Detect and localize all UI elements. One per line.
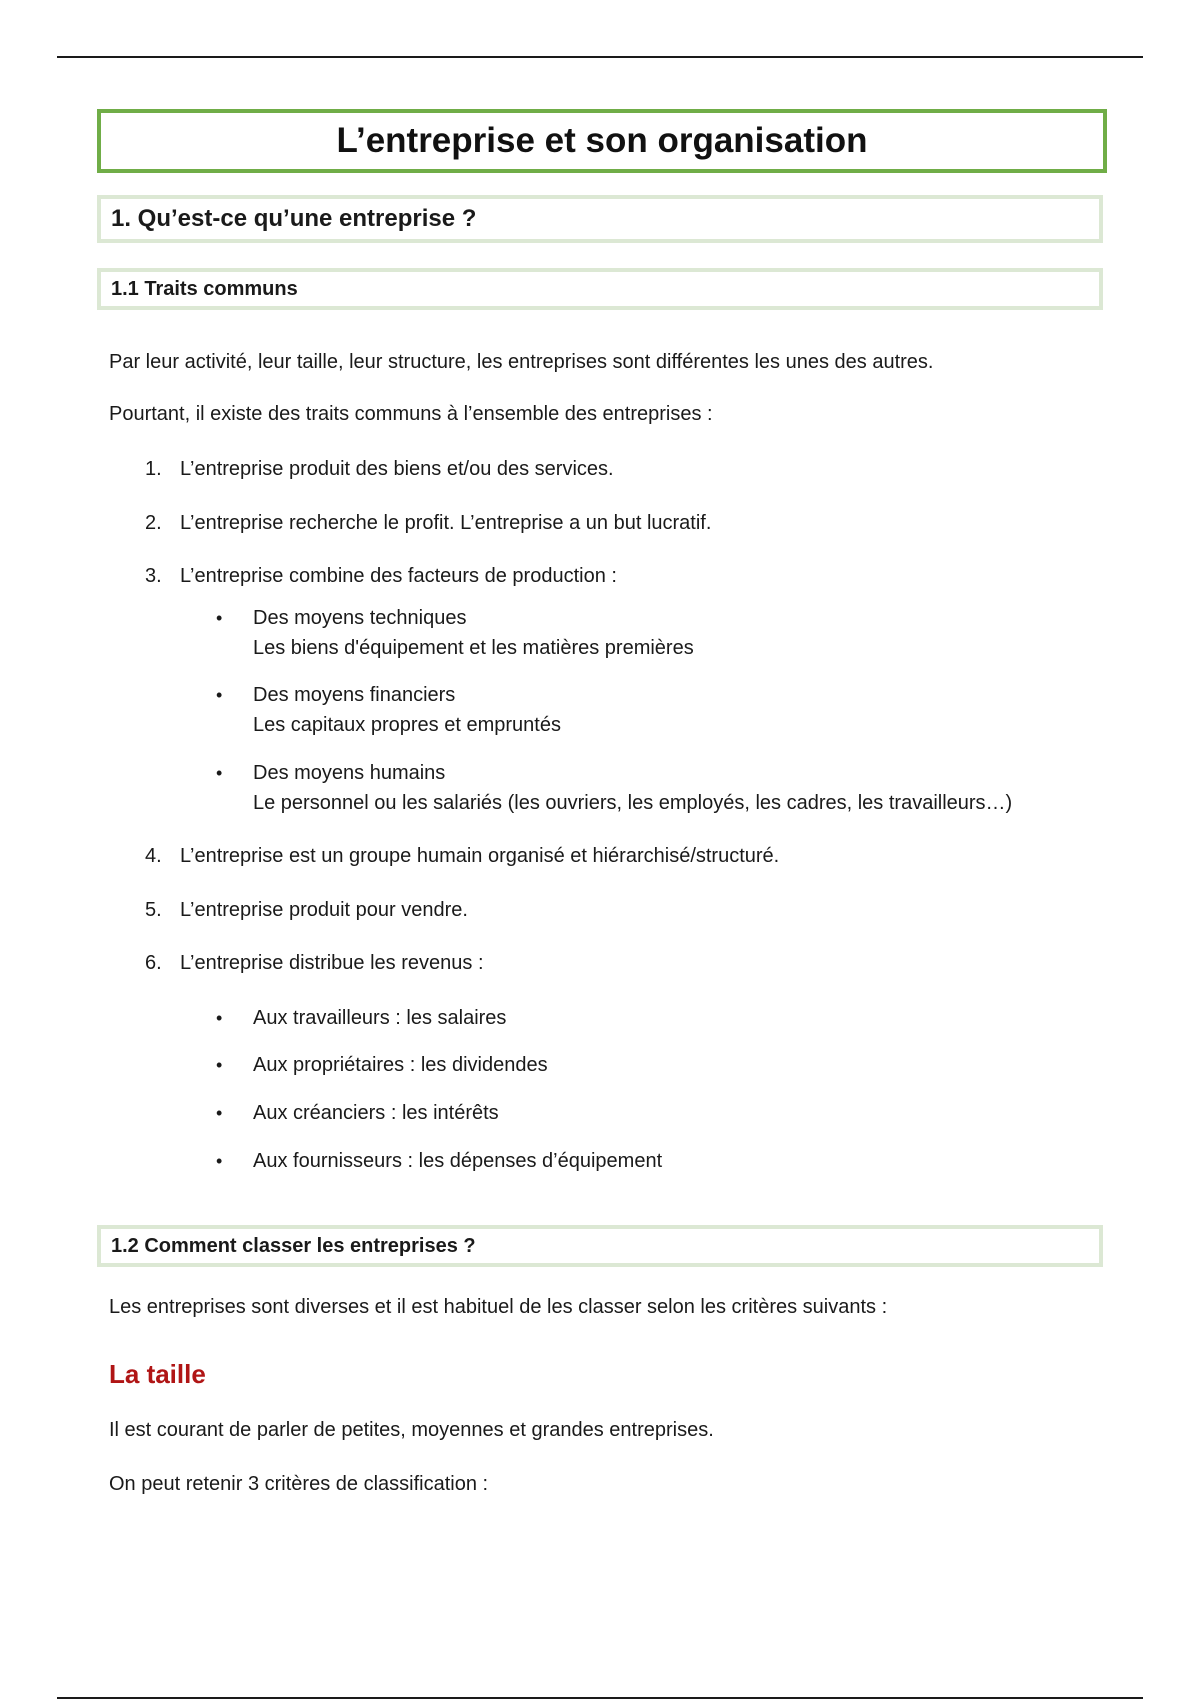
factor-title: Des moyens humains bbox=[253, 762, 446, 784]
section-1-1-heading: 1.1 Traits communs bbox=[111, 277, 298, 300]
list-item bbox=[145, 842, 779, 870]
factor-title: Des moyens financiers bbox=[253, 684, 456, 706]
size-paragraph-1: Il est courant de parler de petites, moyennes et grandes entreprises. bbox=[109, 1419, 714, 1441]
list-text: L’entreprise produit des biens et/ou des services. bbox=[180, 458, 614, 480]
top-rule bbox=[57, 56, 1143, 58]
list-number: 2. bbox=[145, 512, 162, 534]
intro-paragraph-1: Par leur activité, leur taille, leur structure, les entreprises sont différentes les unes des autres. bbox=[109, 351, 934, 373]
list-item bbox=[145, 455, 614, 483]
section-1-2-heading: 1.2 Comment classer les entreprises ? bbox=[111, 1234, 476, 1257]
factor-title: Des moyens techniques bbox=[253, 607, 467, 629]
list-text: L’entreprise est un groupe humain organisé et hiérarchisé/structuré. bbox=[180, 845, 780, 867]
list-number: 5. bbox=[145, 899, 162, 921]
list-item bbox=[145, 562, 617, 590]
revenue-text: Aux travailleurs : les salaires bbox=[253, 1007, 507, 1029]
section-1-1-heading-box bbox=[97, 268, 1103, 310]
factor-description: Les capitaux propres et empruntés bbox=[253, 714, 561, 736]
intro-paragraph-2: Pourtant, il existe des traits communs à l’ensemble des entreprises : bbox=[109, 403, 713, 425]
section-1-heading: 1. Qu’est-ce qu’une entreprise ? bbox=[111, 205, 477, 232]
list-item bbox=[145, 949, 484, 977]
bullet-icon: • bbox=[216, 763, 223, 783]
factor-description: Le personnel ou les salariés (les ouvriers, les employés, les cadres, les travailleurs…) bbox=[253, 792, 1013, 814]
bullet-icon: • bbox=[216, 608, 223, 628]
revenue-text: Aux propriétaires : les dividendes bbox=[253, 1054, 548, 1076]
list-text: L’entreprise produit pour vendre. bbox=[180, 899, 468, 921]
list-item bbox=[145, 509, 711, 537]
page-title: L’entreprise et son organisation bbox=[336, 121, 868, 160]
revenue-text: Aux créanciers : les intérêts bbox=[253, 1102, 499, 1124]
list-number: 4. bbox=[145, 845, 162, 867]
section-1-2-heading-box bbox=[97, 1225, 1103, 1267]
bullet-icon: • bbox=[216, 685, 223, 705]
list-number: 3. bbox=[145, 565, 162, 587]
classification-intro: Les entreprises sont diverses et il est habituel de les classer selon les critères suivants : bbox=[109, 1296, 888, 1318]
list-text: L’entreprise combine des facteurs de production : bbox=[180, 565, 617, 587]
bottom-rule bbox=[57, 1697, 1143, 1699]
bullet-icon: • bbox=[216, 1008, 223, 1028]
title-box bbox=[97, 109, 1107, 173]
list-number: 1. bbox=[145, 458, 162, 480]
list-number: 6. bbox=[145, 952, 162, 974]
size-paragraph-2: On peut retenir 3 critères de classification : bbox=[109, 1473, 489, 1495]
criterion-heading-size: La taille bbox=[109, 1359, 206, 1389]
bullet-icon: • bbox=[216, 1055, 223, 1075]
revenue-text: Aux fournisseurs : les dépenses d’équipement bbox=[253, 1150, 663, 1172]
list-text: L’entreprise recherche le profit. L’entreprise a un but lucratif. bbox=[180, 512, 712, 534]
bullet-icon: • bbox=[216, 1103, 223, 1123]
list-text: L’entreprise distribue les revenus : bbox=[180, 952, 484, 974]
factor-description: Les biens d'équipement et les matières premières bbox=[253, 637, 694, 659]
section-1-heading-box bbox=[97, 195, 1103, 243]
bullet-icon: • bbox=[216, 1151, 223, 1171]
list-item bbox=[145, 896, 468, 924]
